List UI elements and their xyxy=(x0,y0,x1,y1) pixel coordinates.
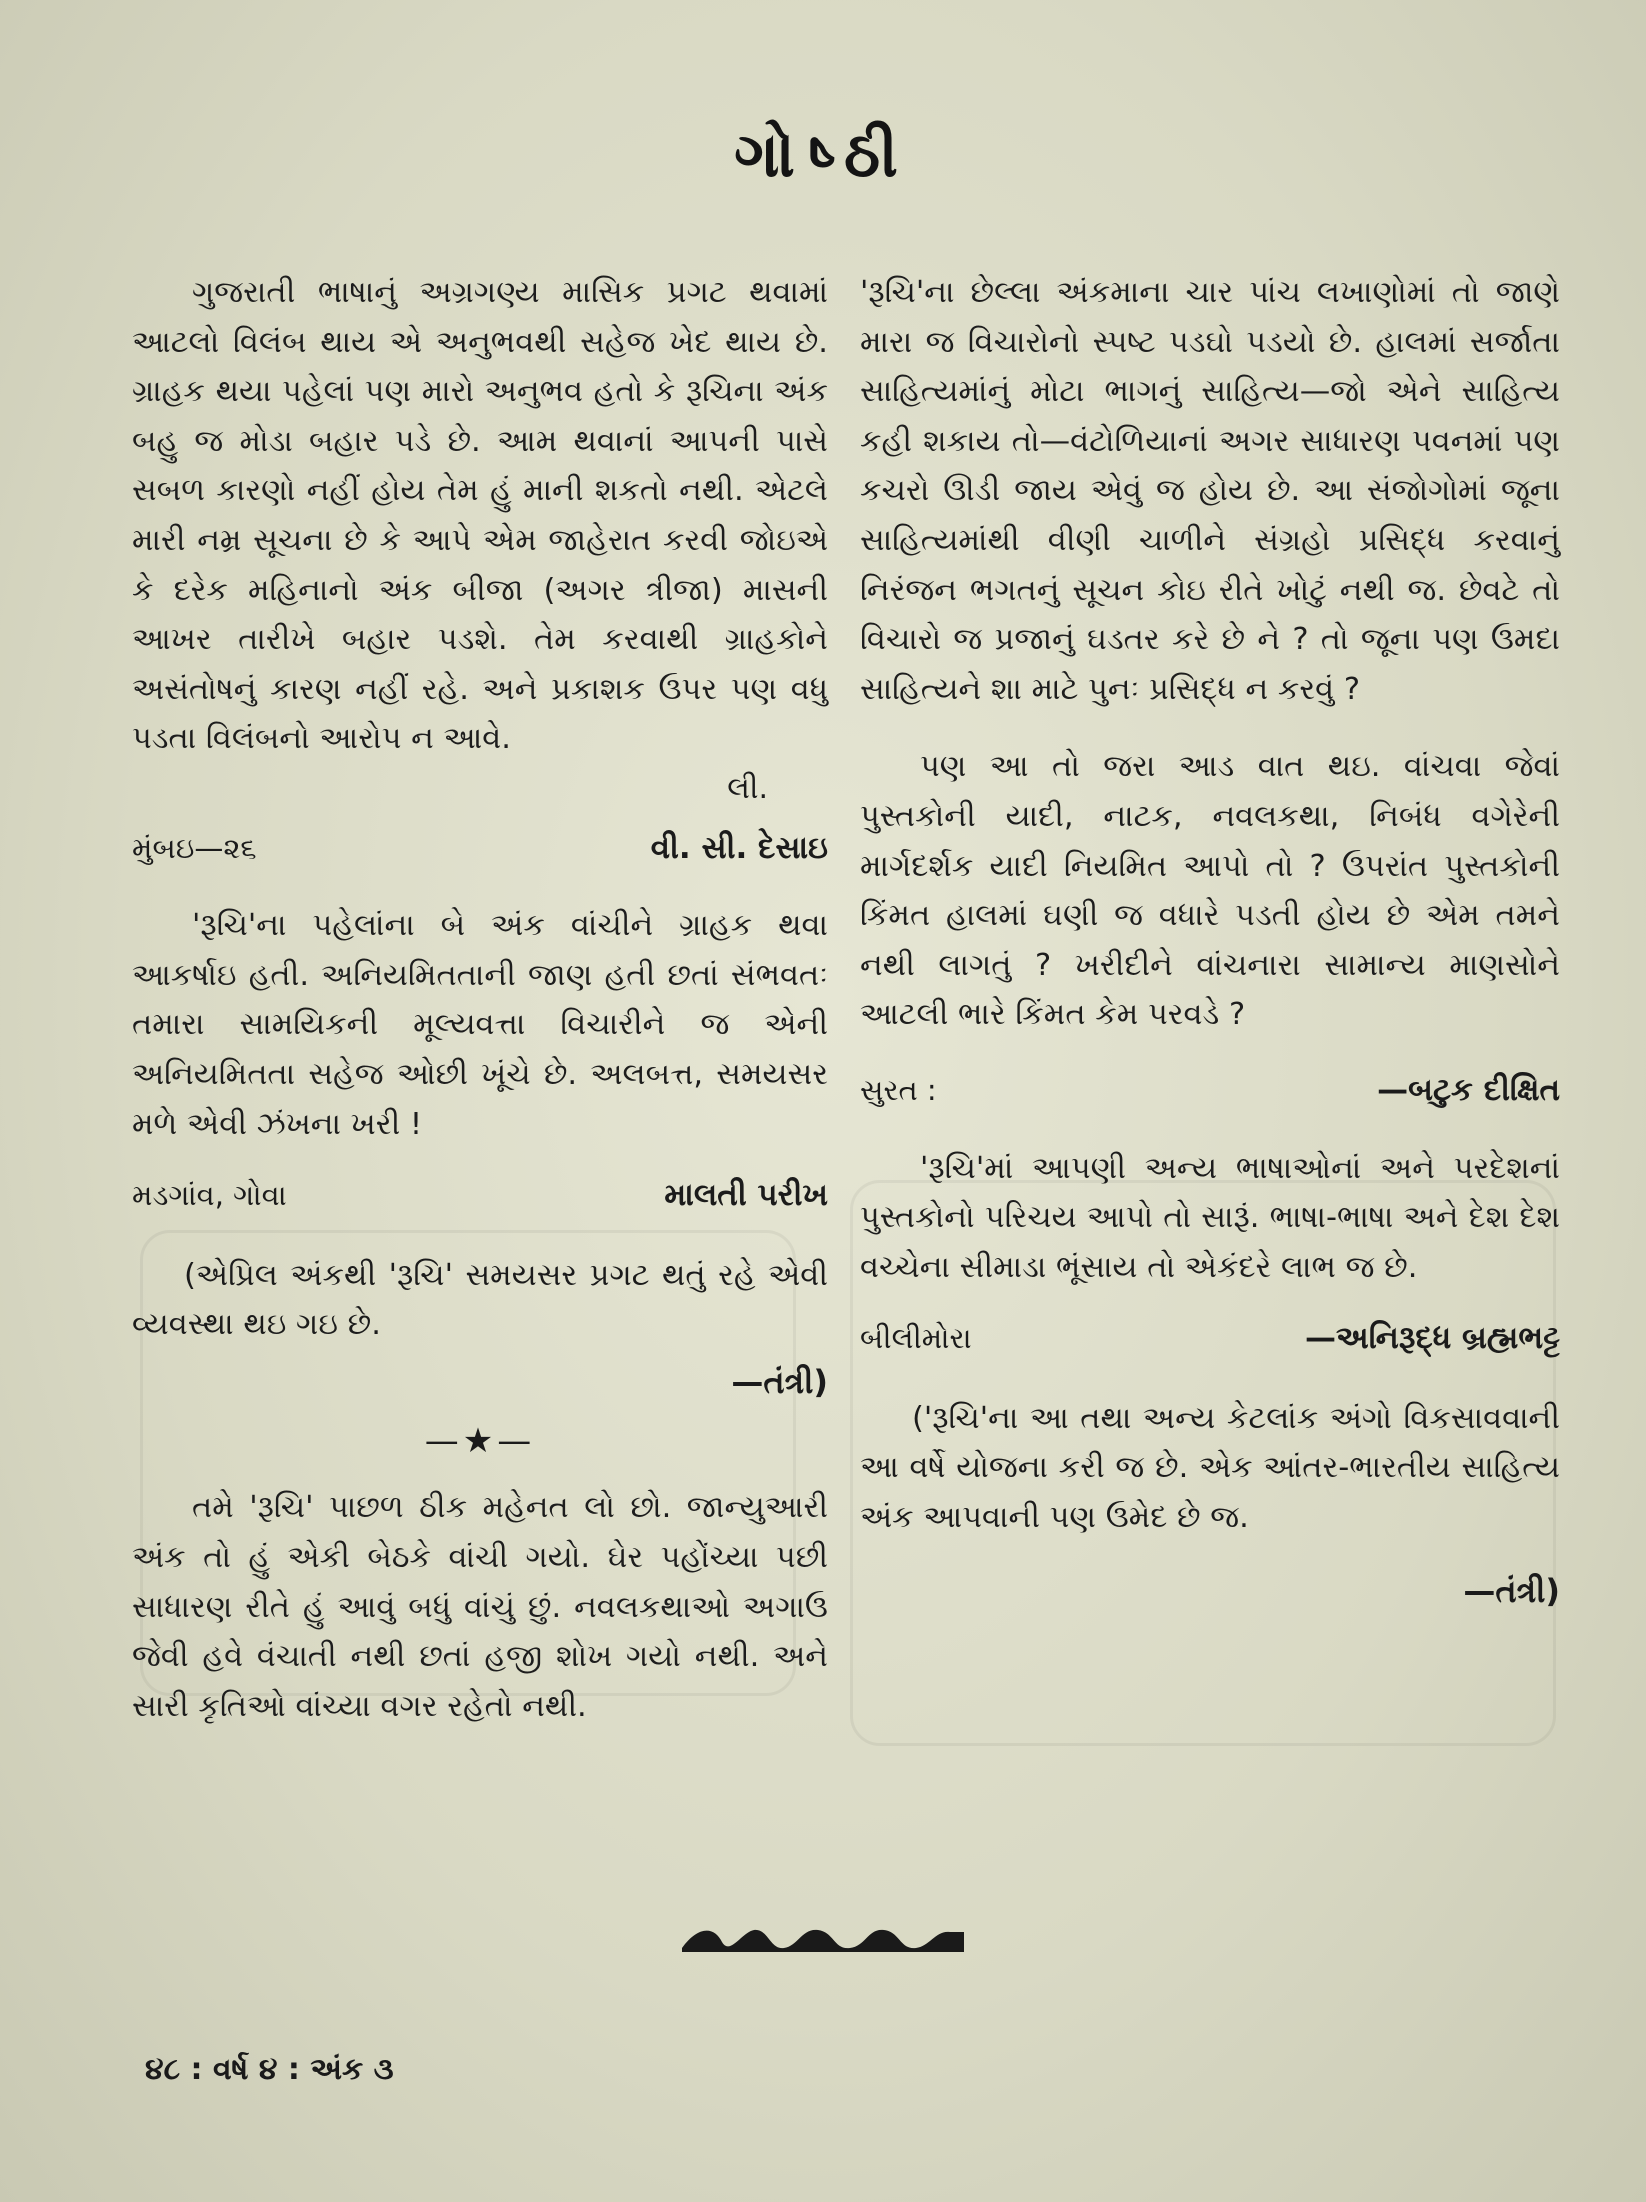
editor-note-2: ('રૂચિ'ના આ તથા અન્ય કેટલાંક અંગો વિકસાવવાની આ વર્ષે યોજના કરી જ છે. એક આંતર-ભારતીય સાહિત્ય અંક આપવાની પણ ઉમેદ છે જ. xyxy=(860,1400,1560,1536)
letter-brahmbhatt-place: બીલીમોરા xyxy=(860,1321,972,1356)
left-column xyxy=(132,268,828,1731)
letter-brahmbhatt-name: —અનિરૂદ્ધ બ્રહ્મભટ્ટ xyxy=(1305,1320,1560,1357)
editor-note-2-sig: —તંત્રી) xyxy=(1463,1571,1560,1610)
letter-desai-body: ગુજરાતી ભાષાનું અગ્રગણ્ય માસિક પ્રગટ થવામાં આટલો વિલંબ થાય એ અનુભવથી સહેજ ખેદ થાય છે. ગ્રાહક થયા પહેલાં પણ મારો અનુભવ હતો કે રૂચિના અંક બહુ જ મોડા બહાર પડે છે. આમ થવાનાં આપની પાસે સબળ કારણો નહીં હોય તેમ હું માની શકતો નથી. એટલે મારી નમ્ર સૂચના છે કે આપે એમ જાહેરાત કરવી જોઇએ કે દરેક મહિનાનો અંક બીજા (અગર ત્રીજા) માસની આખર તારીખે બહાર પડશે. તેમ કરવાથી ગ્રાહકોને અસંતોષનું કારણ નહીં રહે. અને પ્રકાશક ઉપર પણ વધુ પડતા વિલંબનો આરોપ ન આવે. xyxy=(132,275,828,757)
end-ornament xyxy=(0,1922,1646,1958)
letter-dikshit-body-cont: 'રૂચિ'ના છેલ્લા અંકમાના ચાર પાંચ લખાણોમાં તો જાણે મારા જ વિચારોનો સ્પષ્ટ પડઘો પડયો છે. હાલમાં સર્જાતા સાહિત્યમાંનું મોટા ભાગનું સાહિત્ય—જો એને સાહિત્ય કહી શકાય તો—વંટોળિયાનાં અગર સાધારણ પવનમાં પણ કચરો ઊડી જાય એવું જ હોય છે. આ સંજોગોમાં જૂના સાહિત્યમાંથી વીણી ચાળીને સંગ્રહો પ્રસિદ્ધ કરવાનું નિરંજન ભગતનું સૂચન કોઇ રીતે ખોટું નથી જ. છેવટે તો વિચારો જ પ્રજાનું ઘડતર કરે છે ને ? તો જૂના પણ ઉમદા સાહિત્યને શા માટે પુનઃ પ્રસિદ્ધ ન કરવું ? xyxy=(860,275,1560,707)
letter-desai-name: વી. સી. દેસાઇ xyxy=(650,829,828,866)
letter-dikshit-body-2: પણ આ તો જરા આડ વાત થઇ. વાંચવા જેવાં પુસ્તકોની યાદી, નાટક, નવલકથા, નિબંધ વગેરેની માર્ગદર્શક યાદી નિયમિત આપો તો ? ઉપરાંત પુસ્તકોની કિંમત હાલમાં ઘણી જ વધારે પડતી હોય છે એમ તમને નથી લાગતું ? ખરીદીને વાંચનારા સામાન્ય માણસોને આટલી ભારે કિંમત કેમ પરવડે ? xyxy=(860,749,1560,1033)
star-separator: —★— xyxy=(424,1421,536,1462)
letter-dikshit-byline xyxy=(860,1066,1560,1116)
letter-brahmbhatt-byline xyxy=(860,1314,1560,1364)
letter-desai-place: મુંબઇ—૨૬ xyxy=(132,830,257,865)
letter-dikshit-place: સુરત : xyxy=(860,1072,937,1107)
page-folio: ૪૮ : વર્ષ ૪ : અંક ૩ xyxy=(145,2052,394,2087)
letter-desai-closing: લી. xyxy=(727,770,768,806)
right-column xyxy=(860,268,1560,1616)
letter-dikshit-body-start: તમે 'રૂચિ' પાછળ ઠીક મહેનત લો છો. જાન્યુઆરી અંક તો હું એકી બેઠકે વાંચી ગયો. ઘેર પહોંચ્યા પછી સાધારણ રીતે હું આવું બધું વાંચું છું. નવલકથાઓ અગાઉ જેવી હવે વંચાતી નથી છતાં હજી શોખ ગયો નથી. અને સારી કૃતિઓ વાંચ્યા વગર રહેતો નથી. xyxy=(132,1490,828,1724)
letter-desai-byline xyxy=(132,824,828,874)
editor-note-1: (એપ્રિલ અંકથી 'રૂચિ' સમયસર પ્રગટ થતું રહે એવી વ્યવસ્થા થઇ ગઇ છે. xyxy=(132,1257,828,1343)
letter-parikh-byline xyxy=(132,1171,828,1221)
page-title: ગોષ્ઠી xyxy=(734,118,912,191)
end-ornament-icon xyxy=(678,1922,968,1958)
letter-parikh-place: મડગાંવ, ગોવા xyxy=(132,1178,287,1213)
letter-parikh-body: 'રૂચિ'ના પહેલાંના બે અંક વાંચીને ગ્રાહક થવા આકર્ષાઇ હતી. અનિયમિતતાની જાણ હતી છતાં સંભવતઃ તમારા સામયિકની મૂલ્યવત્તા વિચારીને જ એની અનિયમિતતા સહેજ ઓછી ખૂંચે છે. અલબત્ત, સમયસર મળે એવી ઝંખના ખરી ! xyxy=(132,908,828,1142)
letter-dikshit-name: —બટુક દીક્ષિત xyxy=(1377,1071,1560,1108)
letter-brahmbhatt-body: 'રૂચિ'માં આપણી અન્ય ભાષાઓનાં અને પરદેશનાં પુસ્તકોનો પરિચય આપો તો સારૂં. ભાષા-ભાષા અને દેશ દેશ વચ્ચેના સીમાડા ભૂંસાય તો એકંદરે લાભ જ છે. xyxy=(860,1150,1560,1285)
editor-note-1-sig: —તંત્રી) xyxy=(731,1362,828,1401)
letter-parikh-name: માલતી પરીખ xyxy=(664,1177,828,1214)
